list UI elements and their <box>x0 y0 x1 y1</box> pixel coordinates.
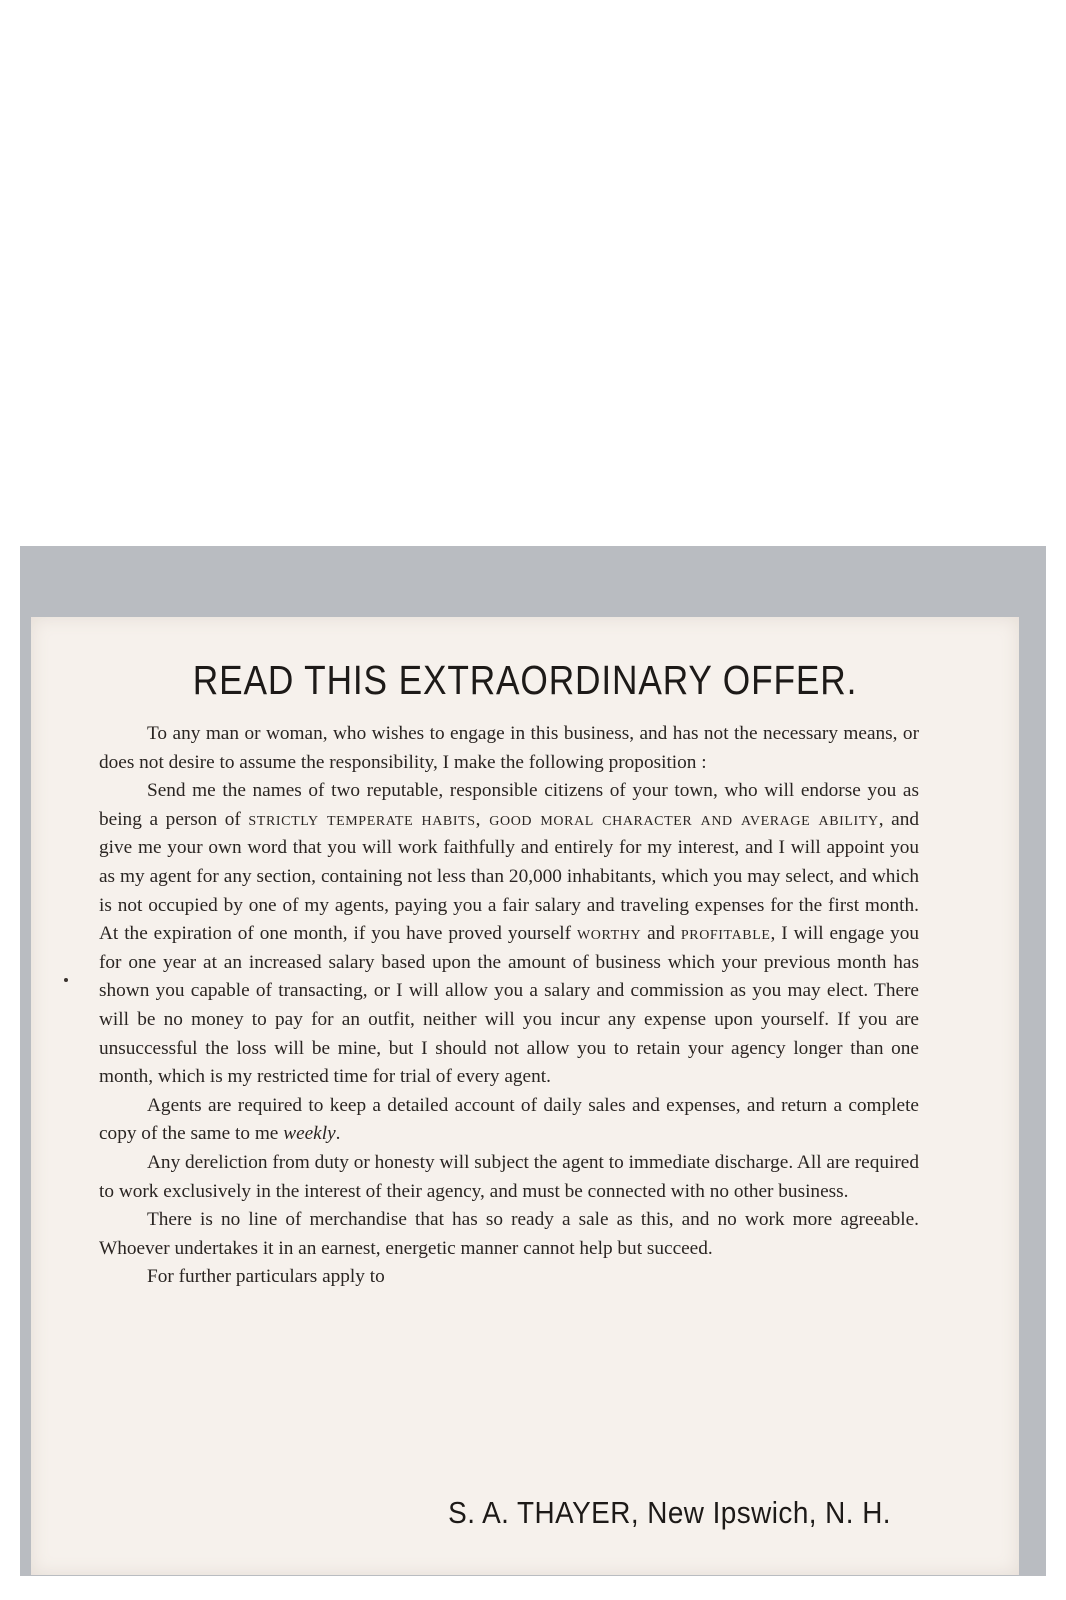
paragraph-text: , I will engage you for one year at an increased salary based upon the amount of business which your previous month has shown you capable of transacting, or I will allow you a salary and commission as you may elect. There will be no money to pay for an outfit, neither will you incur any expense upon yourself. If you are unsuccessful the loss will be mine, but I should not allow you to retain your agency longer than one month, which is my restricted time for trial of every agent. <box>99 923 919 1088</box>
signature-line: S. A. THAYER, New Ipswich, N. H. <box>448 1495 891 1530</box>
body-paragraph <box>99 1092 919 1149</box>
body-paragraph <box>99 1149 919 1206</box>
body-paragraph <box>99 1206 919 1263</box>
body-paragraph <box>99 1263 919 1292</box>
paragraph-text: Send me the names of two reputable, responsible citizens of your town, who will endorse you as being a person of <box>99 780 919 830</box>
paragraph-text: . <box>335 1123 341 1145</box>
paragraph-text: To any man or woman, who wishes to engage in this business, and has not the necessary means, or does not desire to assume the responsibility, I make the following proposition : <box>99 723 919 773</box>
document-title: READ THIS EXTRAORDINARY OFFER. <box>192 657 858 703</box>
paragraph-text: There is no line of merchandise that has so ready a sale as this, and no work more agreeable. Whoever undertakes it in an earnest, energetic manner cannot help but succeed. <box>99 1209 919 1259</box>
paragraph-text: , and give me your own word that you will work faithfully and entirely for my interest, and I will appoint you as my agent for any section, containing not less than 20,000 inhabitants, which you may select, and which is not occupied by one of my agents, paying you a fair salary and traveling expenses for the first month. At the expiration of one month, if you have proved yourself <box>99 808 919 945</box>
paragraph-text: and <box>641 923 681 945</box>
document-body <box>99 720 919 1292</box>
paragraph-text: Any dereliction from duty or honesty will subject the agent to immediate discharge. All are required to work exclusively in the interest of their agency, and must be connected with no other business. <box>99 1151 919 1202</box>
smallcaps-text: worthy <box>576 923 642 945</box>
smallcaps-text: profitable <box>680 923 771 945</box>
body-paragraph <box>99 777 919 1092</box>
italic-text: weekly <box>283 1123 336 1145</box>
document-page <box>31 617 1019 1575</box>
paragraph-text: For further particulars apply to <box>147 1266 385 1288</box>
smallcaps-text: strictly temperate habits, good moral character and average ability <box>248 808 879 830</box>
ink-speck <box>64 978 68 982</box>
body-paragraph <box>99 720 919 777</box>
paragraph-text: Agents are required to keep a detailed account of daily sales and expenses, and return a complete copy of the same to me <box>99 1094 919 1145</box>
